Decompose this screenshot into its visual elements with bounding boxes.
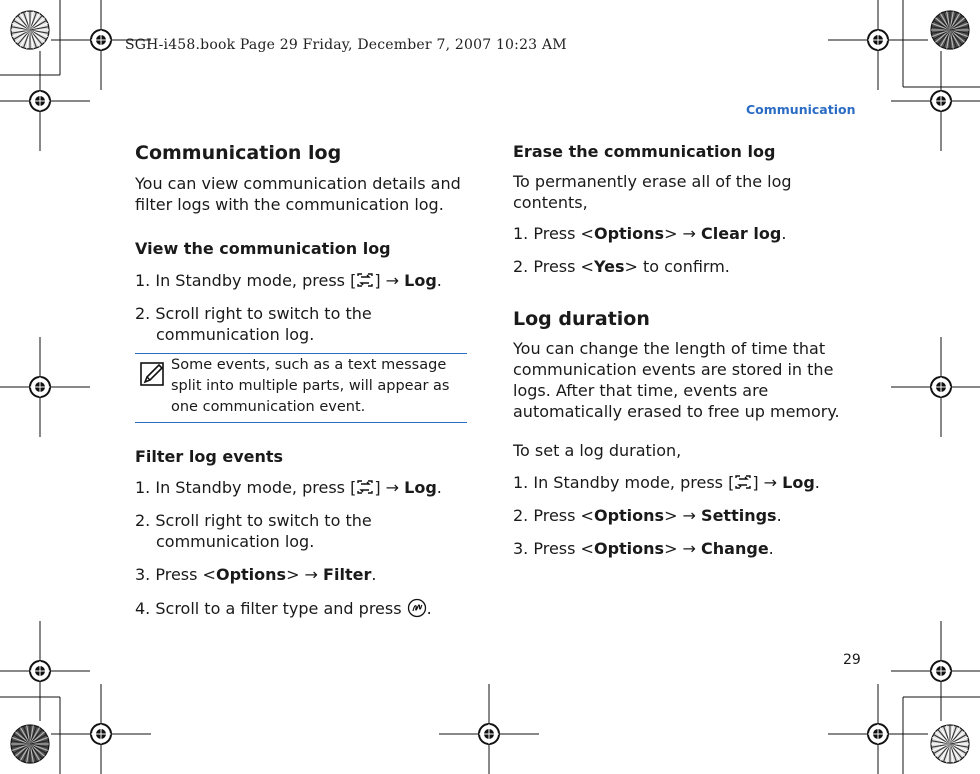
starburst-mark-icon [931,725,969,763]
registration-mark-icon [0,621,90,721]
registration-mark-icon [828,0,928,90]
filter-heading: Filter log events [135,447,284,466]
duration-step-3: 3. Press <Options> → Change. [513,539,774,558]
duration-step-2: 2. Press <Options> → Settings. [513,506,782,525]
note-pencil-icon [140,362,166,388]
note-bottom-rule [135,422,467,423]
duration-lead: To set a log duration, [513,441,682,460]
page-title: Communication log [135,142,342,164]
registration-mark-icon [0,337,90,437]
erase-heading: Erase the communication log [513,142,776,161]
view-step-1: 1. In Standby mode, press [ ] → Log. [135,271,442,290]
filter-step-3: 3. Press <Options> → Filter. [135,565,377,584]
registration-mark-icon [51,684,151,774]
filter-step-4: 4. Scroll to a filter type and press . [135,599,432,618]
erase-step-1: 1. Press <Options> → Clear log. [513,224,787,243]
note-top-rule [135,353,467,354]
starburst-mark-icon [11,725,49,763]
view-step-2: 2. Scroll right to switch to the communication log. [135,304,372,344]
menu-key-icon [356,478,374,496]
duration-step-1: 1. In Standby mode, press [ ] → Log. [513,473,820,492]
registration-mark-icon [439,684,539,774]
duration-intro: You can change the length of time that communication events are stored in the logs. After that time, events are automatically erased to free up memory. [513,339,840,421]
erase-step-2: 2. Press <Yes> to confirm. [513,257,730,276]
registration-mark-icon [891,621,980,721]
intro-paragraph: You can view communication details and filter logs with the communication log. [135,174,461,214]
registration-mark-icon [891,51,980,151]
starburst-mark-icon [931,11,969,49]
page-number: 29 [843,652,861,668]
menu-key-icon [734,473,752,491]
registration-mark-icon [891,337,980,437]
menu-key-icon [356,271,374,289]
filter-step-1: 1. In Standby mode, press [ ] → Log. [135,478,442,497]
note-text: Some events, such as a text message split into multiple parts, will appear as one communication event. [171,357,450,415]
view-heading: View the communication log [135,239,391,258]
duration-title: Log duration [513,308,650,330]
filter-step-2: 2. Scroll right to switch to the communication log. [135,511,372,551]
erase-intro: To permanently erase all of the log contents, [513,172,792,212]
ok-key-icon [407,598,427,618]
book-info-line: SGH-i458.book Page 29 Friday, December 7, 2007 10:23 AM [125,37,567,53]
registration-mark-icon [0,51,90,151]
starburst-mark-icon [11,11,49,49]
section-title: Communication [746,102,856,117]
